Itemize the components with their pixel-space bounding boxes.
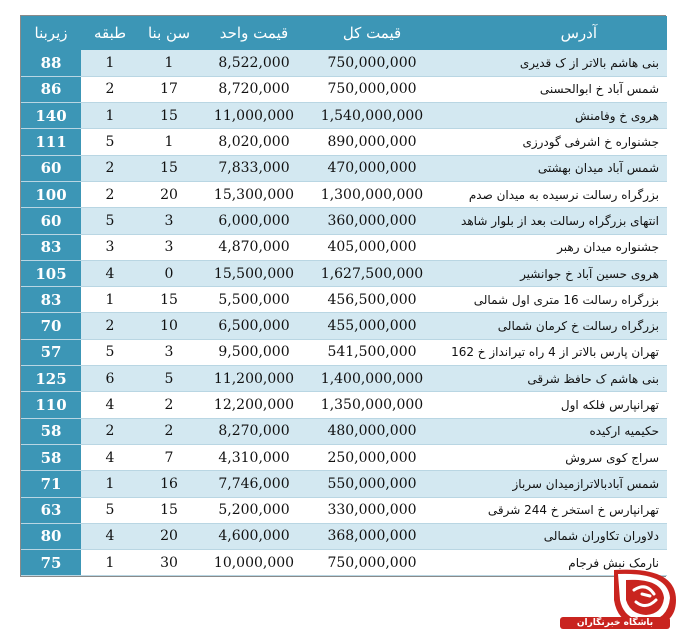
total-price-cell: 480,000,000 [309, 418, 435, 444]
area-cell: 83 [21, 234, 81, 260]
table-row [21, 103, 667, 129]
total-price-cell: 1,627,500,000 [309, 260, 435, 286]
total-price-cell: 250,000,000 [309, 444, 435, 470]
table-header-row [21, 16, 667, 50]
area-cell: 80 [21, 523, 81, 549]
table-row [21, 497, 667, 523]
floor-cell: 4 [81, 260, 139, 286]
table-row [21, 392, 667, 418]
address-cell: جشنواره خ اشرفی گودرزی [435, 129, 667, 155]
total-price-cell: 890,000,000 [309, 129, 435, 155]
floor-cell: 3 [81, 234, 139, 260]
address-cell: بزرگراه رسالت خ کرمان شمالی [435, 313, 667, 339]
unit-price-cell: 4,870,000 [199, 234, 309, 260]
age-cell: 1 [139, 129, 199, 155]
table-row [21, 181, 667, 207]
floor-cell: 1 [81, 550, 139, 576]
total-price-cell: 541,500,000 [309, 339, 435, 365]
table-row [21, 444, 667, 470]
unit-price-cell: 8,720,000 [199, 76, 309, 102]
price-table-container [20, 15, 666, 577]
age-cell: 2 [139, 392, 199, 418]
table-row [21, 366, 667, 392]
address-cell: نارمک نبش فرجام [435, 550, 667, 576]
total-price-cell: 360,000,000 [309, 208, 435, 234]
unit-price-cell: 8,020,000 [199, 129, 309, 155]
unit-price-cell: 10,000,000 [199, 550, 309, 576]
age-cell: 3 [139, 339, 199, 365]
address-cell: شمس آباد خ ابوالحسنی [435, 76, 667, 102]
address-cell: تهرانپارس فلکه اول [435, 392, 667, 418]
floor-cell: 1 [81, 287, 139, 313]
area-cell: 75 [21, 550, 81, 576]
total-price-cell: 750,000,000 [309, 50, 435, 76]
area-cell: 83 [21, 287, 81, 313]
total-price-cell: 368,000,000 [309, 523, 435, 549]
area-cell: 125 [21, 366, 81, 392]
area-cell: 58 [21, 418, 81, 444]
table-row [21, 471, 667, 497]
floor-cell: 4 [81, 392, 139, 418]
floor-cell: 2 [81, 313, 139, 339]
age-cell: 15 [139, 103, 199, 129]
age-cell: 20 [139, 523, 199, 549]
address-cell: تهران پارس بالاتر از 4 راه تیرانداز خ 162 [435, 339, 667, 365]
age-cell: 17 [139, 76, 199, 102]
address-cell: بنی هاشم بالاتر از ک قدیری [435, 50, 667, 76]
unit-price-cell: 4,310,000 [199, 444, 309, 470]
table-row [21, 523, 667, 549]
table-row [21, 313, 667, 339]
area-cell: 86 [21, 76, 81, 102]
total-price-cell: 750,000,000 [309, 76, 435, 102]
unit-price-cell: 12,200,000 [199, 392, 309, 418]
address-cell: حکیمیه ارکیده [435, 418, 667, 444]
area-cell: 88 [21, 50, 81, 76]
unit-price-cell: 6,000,000 [199, 208, 309, 234]
unit-price-cell: 15,500,000 [199, 260, 309, 286]
age-cell: 3 [139, 234, 199, 260]
address-cell: بنی هاشم ک حافظ شرقی [435, 366, 667, 392]
age-cell: 0 [139, 260, 199, 286]
table-row [21, 234, 667, 260]
floor-cell: 4 [81, 523, 139, 549]
unit-price-cell: 4,600,000 [199, 523, 309, 549]
total-price-cell: 405,000,000 [309, 234, 435, 260]
floor-cell: 5 [81, 339, 139, 365]
total-price-cell: 1,350,000,000 [309, 392, 435, 418]
floor-cell: 5 [81, 129, 139, 155]
table-row [21, 550, 667, 576]
table-row [21, 208, 667, 234]
unit-price-cell: 8,522,000 [199, 50, 309, 76]
age-cell: 15 [139, 497, 199, 523]
header-unit-price: قیمت واحد [219, 24, 289, 42]
area-cell: 111 [21, 129, 81, 155]
area-cell: 60 [21, 208, 81, 234]
area-cell: 63 [21, 497, 81, 523]
unit-price-cell: 7,833,000 [199, 155, 309, 181]
address-cell: هروی خ وفامنش [435, 103, 667, 129]
table-row [21, 260, 667, 286]
address-cell: بزرگراه رسالت 16 متری اول شمالی [435, 287, 667, 313]
unit-price-cell: 5,200,000 [199, 497, 309, 523]
total-price-cell: 1,400,000,000 [309, 366, 435, 392]
age-cell: 16 [139, 471, 199, 497]
age-cell: 15 [139, 155, 199, 181]
floor-cell: 2 [81, 181, 139, 207]
area-cell: 70 [21, 313, 81, 339]
total-price-cell: 455,000,000 [309, 313, 435, 339]
area-cell: 57 [21, 339, 81, 365]
age-cell: 2 [139, 418, 199, 444]
age-cell: 7 [139, 444, 199, 470]
area-cell: 100 [21, 181, 81, 207]
unit-price-cell: 11,000,000 [199, 103, 309, 129]
address-cell: جشنواره میدان رهبر [435, 234, 667, 260]
area-cell: 58 [21, 444, 81, 470]
age-cell: 10 [139, 313, 199, 339]
table-row [21, 155, 667, 181]
floor-cell: 2 [81, 418, 139, 444]
table-row [21, 129, 667, 155]
total-price-cell: 1,540,000,000 [309, 103, 435, 129]
table-row [21, 418, 667, 444]
address-cell: بزرگراه رسالت نرسیده به میدان صدم [435, 181, 667, 207]
floor-cell: 4 [81, 444, 139, 470]
area-cell: 105 [21, 260, 81, 286]
age-cell: 15 [139, 287, 199, 313]
address-cell: شمس آباد میدان بهشتی [435, 155, 667, 181]
age-cell: 30 [139, 550, 199, 576]
address-cell: انتهای بزرگراه رسالت بعد از بلوار شاهد [435, 208, 667, 234]
header-area: زیربنا [34, 24, 68, 42]
floor-cell: 5 [81, 497, 139, 523]
apartment-price-table [21, 16, 667, 576]
total-price-cell: 1,300,000,000 [309, 181, 435, 207]
area-cell: 60 [21, 155, 81, 181]
floor-cell: 1 [81, 103, 139, 129]
unit-price-cell: 7,746,000 [199, 471, 309, 497]
table-row [21, 76, 667, 102]
floor-cell: 6 [81, 366, 139, 392]
header-floor: طبقه [93, 24, 127, 42]
address-cell: تهرانپارس خ استخر خ 244 شرقی [435, 497, 667, 523]
address-cell: سراج کوی سروش [435, 444, 667, 470]
table-row [21, 339, 667, 365]
total-price-cell: 330,000,000 [309, 497, 435, 523]
area-cell: 140 [21, 103, 81, 129]
floor-cell: 5 [81, 208, 139, 234]
unit-price-cell: 6,500,000 [199, 313, 309, 339]
floor-cell: 2 [81, 155, 139, 181]
age-cell: 1 [139, 50, 199, 76]
total-price-cell: 470,000,000 [309, 155, 435, 181]
logo-caption: باشگاه خبرنگاران [560, 617, 670, 629]
unit-price-cell: 5,500,000 [199, 287, 309, 313]
floor-cell: 1 [81, 50, 139, 76]
total-price-cell: 456,500,000 [309, 287, 435, 313]
address-cell: هروی حسین آباد خ جوانشیر [435, 260, 667, 286]
total-price-cell: 750,000,000 [309, 550, 435, 576]
unit-price-cell: 8,270,000 [199, 418, 309, 444]
table-body [21, 50, 667, 576]
age-cell: 20 [139, 181, 199, 207]
area-cell: 110 [21, 392, 81, 418]
age-cell: 3 [139, 208, 199, 234]
address-cell: شمس آبادبالاترازمیدان سرباز [435, 471, 667, 497]
floor-cell: 2 [81, 76, 139, 102]
unit-price-cell: 11,200,000 [199, 366, 309, 392]
floor-cell: 1 [81, 471, 139, 497]
area-cell: 71 [21, 471, 81, 497]
address-cell: دلاوران تکاوران شمالی [435, 523, 667, 549]
header-address: آدرس [560, 24, 597, 42]
table-row [21, 50, 667, 76]
table-row [21, 287, 667, 313]
header-age: سن بنا [147, 24, 191, 42]
unit-price-cell: 9,500,000 [199, 339, 309, 365]
header-total-price: قیمت کل [342, 24, 402, 42]
unit-price-cell: 15,300,000 [199, 181, 309, 207]
total-price-cell: 550,000,000 [309, 471, 435, 497]
age-cell: 5 [139, 366, 199, 392]
